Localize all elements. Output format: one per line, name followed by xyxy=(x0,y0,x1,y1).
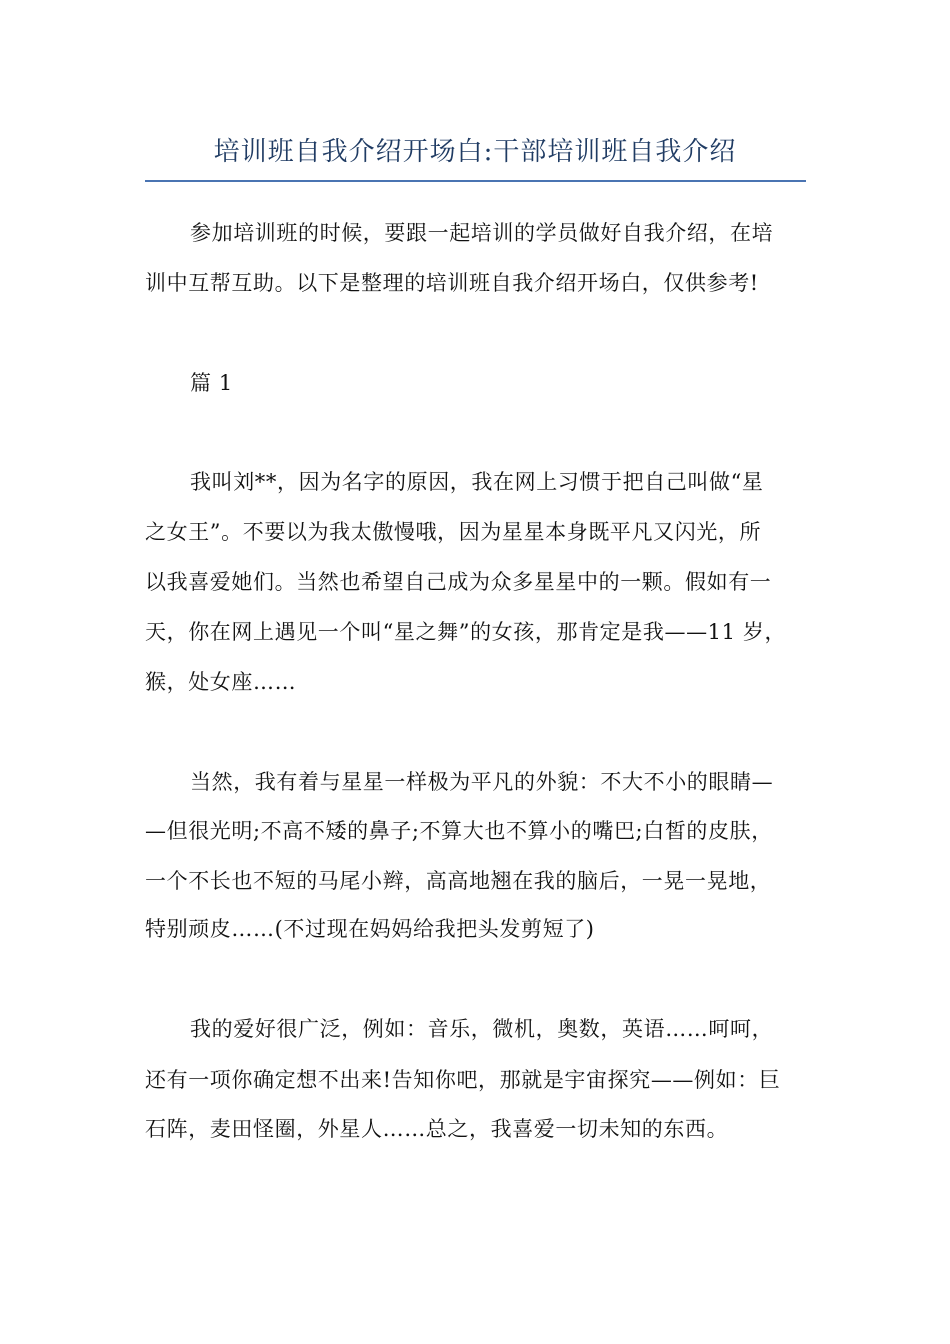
title-underline xyxy=(145,180,806,182)
paragraph-3-line-3: 石阵，麦田怪圈，外星人……总之，我喜爱一切未知的东西。 xyxy=(145,1117,729,1141)
paragraph-1-line-3: 以我喜爱她们。当然也希望自己成为众多星星中的一颗。假如有一 xyxy=(145,570,772,594)
paragraph-3-line-1: 我的爱好很广泛，例如：音乐，微机，奥数，英语……呵呵， xyxy=(190,1017,774,1041)
paragraph-2-line-1: 当然，我有着与星星一样极为平凡的外貌：不大不小的眼睛— xyxy=(190,770,774,794)
section-heading: 篇 1 xyxy=(190,371,233,395)
paragraph-2-line-3: 一个不长也不短的马尾小辫，高高地翘在我的脑后，一晃一晃地， xyxy=(145,869,772,893)
intro-line-1: 参加培训班的时候，要跟一起培训的学员做好自我介绍，在培 xyxy=(190,221,774,245)
paragraph-1-line-2: 之女王”。不要以为我太傲慢哦，因为星星本身既平凡又闪光，所 xyxy=(145,520,762,544)
paragraph-2-line-4: 特别顽皮……(不过现在妈妈给我把头发剪短了) xyxy=(145,917,595,941)
paragraph-1-line-1: 我叫刘**，因为名字的原因，我在网上习惯于把自己叫做“星 xyxy=(190,470,764,494)
paragraph-1-line-5: 猴，处女座…… xyxy=(145,670,297,694)
document-title: 培训班自我介绍开场白:干部培训班自我介绍 xyxy=(213,137,737,167)
paragraph-2-line-2: —但很光明;不高不矮的鼻子;不算大也不算小的嘴巴;白皙的皮肤， xyxy=(145,819,773,843)
paragraph-1-line-4: 天，你在网上遇见一个叫“星之舞”的女孩，那肯定是我——11 岁， xyxy=(145,620,787,644)
intro-line-2: 训中互帮互助。以下是整理的培训班自我介绍开场白，仅供参考! xyxy=(145,271,759,295)
paragraph-3-line-2: 还有一项你确定想不出来!告知你吧，那就是宇宙探究——例如：巨 xyxy=(145,1068,781,1092)
